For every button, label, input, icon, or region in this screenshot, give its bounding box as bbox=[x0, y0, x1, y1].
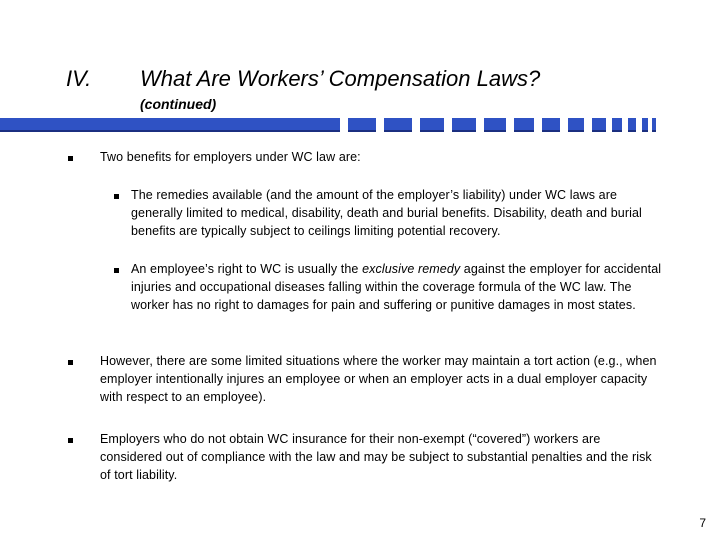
sub-bullet-text-before: An employee’s right to WC is usually the bbox=[131, 262, 363, 276]
bullet-marker bbox=[68, 360, 73, 365]
bar-segment bbox=[484, 118, 506, 132]
bar-segment bbox=[628, 118, 636, 132]
bar-segment bbox=[514, 118, 534, 132]
slide-subtitle: (continued) bbox=[140, 96, 217, 112]
sub-bullet-exclusive-remedy bbox=[131, 260, 673, 314]
sub-bullet-marker bbox=[114, 268, 119, 273]
sub-bullet-marker bbox=[114, 194, 119, 199]
bullet-tort-action: However, there are some limited situations where the worker may maintain a tort action (e.g., when employer intentionally injures an employee or when an employer acts in a dual employer capacity with respect to an employee). bbox=[100, 354, 657, 404]
sub-bullet-text-after: against the employer for accidental injuries and occupational diseases falling within the coverage formula of the WC law. The worker has no right to damages for pain and suffering or punitive damages in most states. bbox=[131, 262, 662, 312]
page-number: 7 bbox=[699, 516, 706, 530]
bullet-intro: Two benefits for employers under WC law are: bbox=[100, 150, 361, 164]
bar-segment bbox=[348, 118, 376, 132]
bullet-noncompliance: Employers who do not obtain WC insurance for their non-exempt (“covered”) workers are considered out of compliance with the law and may be subject to substantial penalties and the risk of tort liability. bbox=[100, 432, 652, 482]
bullet-marker bbox=[68, 438, 73, 443]
slide-title: What Are Workers’ Compensation Laws? bbox=[140, 66, 541, 91]
bar-segment bbox=[0, 118, 340, 132]
bar-segment bbox=[452, 118, 476, 132]
bar-segment bbox=[420, 118, 444, 132]
bar-segment bbox=[642, 118, 648, 132]
sub-bullet-remedies: The remedies available (and the amount of the employer’s liability) under WC laws are generally limited to medical, disability, death and burial benefits. Disability, death and burial benefits are typically subject to ceilings limiting potential recovery. bbox=[131, 188, 642, 238]
bar-segment bbox=[542, 118, 560, 132]
exclusive-remedy-emphasis: exclusive remedy bbox=[362, 262, 461, 276]
bar-segment bbox=[652, 118, 656, 132]
bar-segment bbox=[592, 118, 606, 132]
bullet-marker bbox=[68, 156, 73, 161]
decorative-title-bar bbox=[0, 118, 660, 132]
bar-segment bbox=[568, 118, 584, 132]
bar-segment bbox=[384, 118, 412, 132]
section-number: IV. bbox=[66, 66, 92, 91]
bar-segment bbox=[612, 118, 622, 132]
